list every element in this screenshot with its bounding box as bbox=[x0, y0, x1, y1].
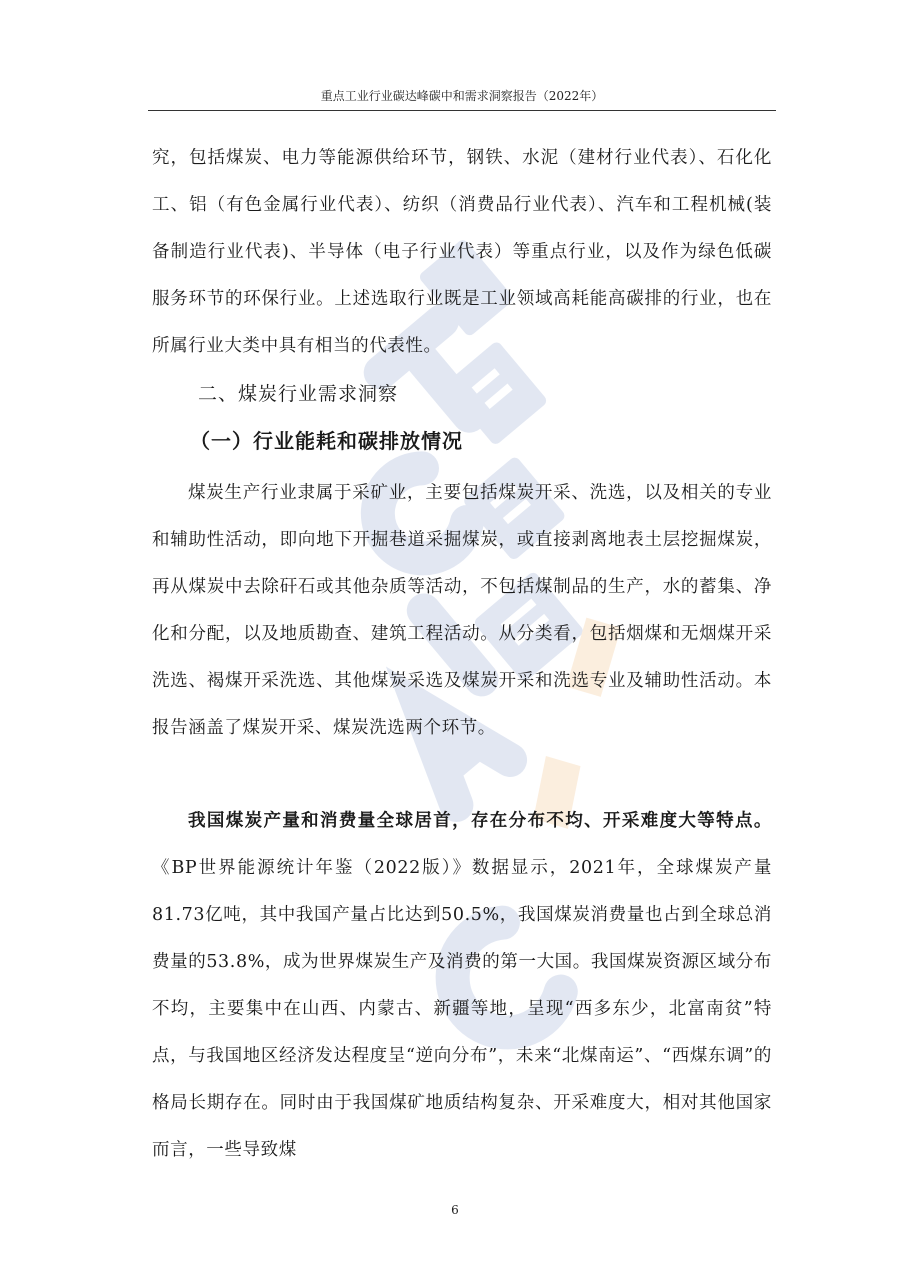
page-header bbox=[148, 86, 776, 111]
paragraph-2 bbox=[152, 798, 772, 1174]
intro-paragraph: 究，包括煤炭、电力等能源供给环节，钢铁、水泥（建材行业代表）、石化化工、铝（有色金属行业代表）、纺织（消费品行业代表）、汽车和工程机械(装备制造行业代表)、半导体（电子行业代表）等重点行业，以及作为绿色低碳服务环节的环保行业。上述选取行业既是工业领域高耗能高碳排的行业，也在所属行业大类中具有相当的代表性。 bbox=[152, 148, 772, 356]
section-heading: 二、煤炭行业需求洞察 bbox=[198, 383, 399, 405]
paragraph-1-block bbox=[152, 470, 772, 752]
intro-block bbox=[152, 135, 772, 370]
paragraph-2-lead: 我国煤炭产量和消费量全球居首，存在分布不均、开采难度大等特点。 bbox=[188, 811, 772, 831]
subsection-heading: （一）行业能耗和碳排放情况 bbox=[190, 429, 463, 453]
paragraph-1: 煤炭生产行业隶属于采矿业，主要包括煤炭开采、洗选，以及相关的专业和辅助性活动，即向地下开掘巷道采掘煤炭，或直接剥离地表土层挖掘煤炭，再从煤炭中去除矸石或其他杂质等活动，不包括煤制品的生产，水的蓄集、净化和分配，以及地质勘查、建筑工程活动。从分类看，包括烟煤和无烟煤开采洗选、褐煤开采洗选、其他煤炭采选及煤炭开采和洗选专业及辅助性活动。本报告涵盖了煤炭开采、煤炭洗选两个环节。 bbox=[152, 483, 772, 738]
paragraph-2-block bbox=[152, 798, 772, 1174]
page-number: 6 bbox=[451, 1203, 459, 1217]
header-title: 重点工业行业碳达峰碳中和需求洞察报告（2022年） bbox=[320, 89, 604, 103]
paragraph-2-body: 《BP世界能源统计年鉴（2022版）》数据显示，2021年，全球煤炭产量81.73亿吨，其中我国产量占比达到50.5%，我国煤炭消费量也占到全球总消费量的53.8%，成为世界煤炭生产及消费的第一大国。我国煤炭资源区域分布不均，主要集中在山西、内蒙古、新疆等地，呈现“西多东少，北富南贫”特点，与我国地区经济发达程度呈“逆向分布”，未来“北煤南运”、“西煤东调”的格局长期存在。同时由于我国煤矿地质结构复杂、开采难度大，相对其他国家而言，一些导致煤 bbox=[152, 858, 772, 1160]
